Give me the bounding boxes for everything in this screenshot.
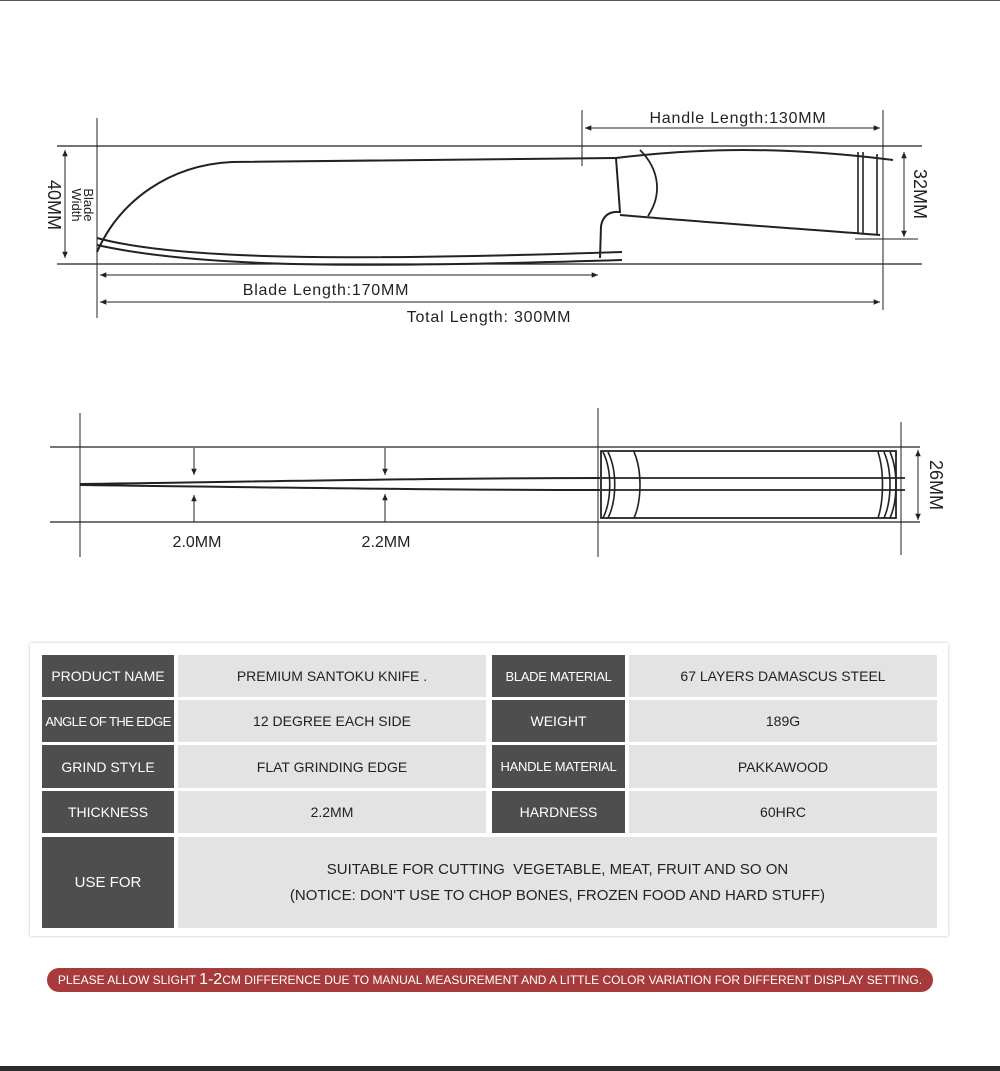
product-name-value: PREMIUM SANTOKU KNIFE .: [178, 655, 486, 697]
product-name-label: PRODUCT NAME: [42, 655, 174, 697]
blade-outline: [97, 158, 616, 252]
angle-of-edge-value: 12 DEGREE EACH SIDE: [178, 700, 486, 742]
bolster: [600, 158, 620, 258]
handle-thickness-label: 26MM: [926, 459, 946, 511]
handle-material-value: PAKKAWOOD: [629, 745, 937, 788]
measurement-notice: [47, 968, 933, 992]
use-for-label: USE FOR: [42, 837, 174, 928]
notice-prefix: PLEASE ALLOW SLIGHT: [57, 973, 200, 987]
handle-material-label: HANDLE MATERIAL: [492, 745, 625, 788]
blade-width-caption-line1: Blade: [81, 188, 96, 222]
blade-width-value-label: 40MM: [44, 179, 64, 231]
bottom-border: [0, 1066, 1000, 1071]
weight-label: WEIGHT: [492, 700, 625, 742]
hardness-value: 60HRC: [629, 791, 937, 833]
blade-material-value: 67 LAYERS DAMASCUS STEEL: [629, 655, 937, 697]
blade-length-label: Blade Length:170MM: [242, 282, 410, 299]
side-view: [57, 110, 922, 318]
handle-length-label: Handle Length:130MM: [649, 110, 827, 127]
thickness-label-2: 2.2MM: [361, 534, 411, 551]
handle-bottom: [620, 215, 880, 235]
spec-table: [30, 643, 948, 936]
grind-style-value: FLAT GRINDING EDGE: [178, 745, 486, 788]
blade-edge: [97, 238, 622, 257]
angle-of-edge-label: ANGLE OF THE EDGE: [42, 700, 174, 742]
blade-width-caption-line2: Width: [69, 188, 84, 222]
use-for-line-2: (NOTICE: DON'T USE TO CHOP BONES, FROZEN FOOD AND HARD STUFF): [289, 886, 826, 904]
blade-spine: [80, 478, 600, 484]
thickness-label: THICKNESS: [42, 791, 174, 833]
blade-spine-lower: [80, 485, 600, 490]
thickness-value: 2.2MM: [178, 791, 486, 833]
notice-suffix: CM DIFFERENCE DUE TO MANUAL MEASUREMENT AND A LITTLE COLOR VARIATION FOR DIFFERENT DISPLAY SETTING.: [222, 973, 923, 987]
handle-joint: [640, 150, 657, 216]
use-for-line-1: SUITABLE FOR CUTTING VEGETABLE, MEAT, FRUIT AND SO ON: [326, 860, 789, 878]
notice-emphasis: 1-2: [199, 971, 223, 988]
handle-top-view: [601, 451, 896, 518]
grind-style-label: GRIND STYLE: [42, 745, 174, 788]
handle-height-label: 32MM: [910, 168, 930, 220]
blade-material-label: BLADE MATERIAL: [492, 655, 625, 697]
thickness-label-1: 2.0MM: [172, 534, 222, 551]
total-length-label: Total Length: 300MM: [406, 309, 572, 326]
handle-top: [616, 150, 893, 160]
weight-value: 189G: [629, 700, 937, 742]
hardness-label: HARDNESS: [492, 791, 625, 833]
use-for-value: [178, 837, 937, 928]
